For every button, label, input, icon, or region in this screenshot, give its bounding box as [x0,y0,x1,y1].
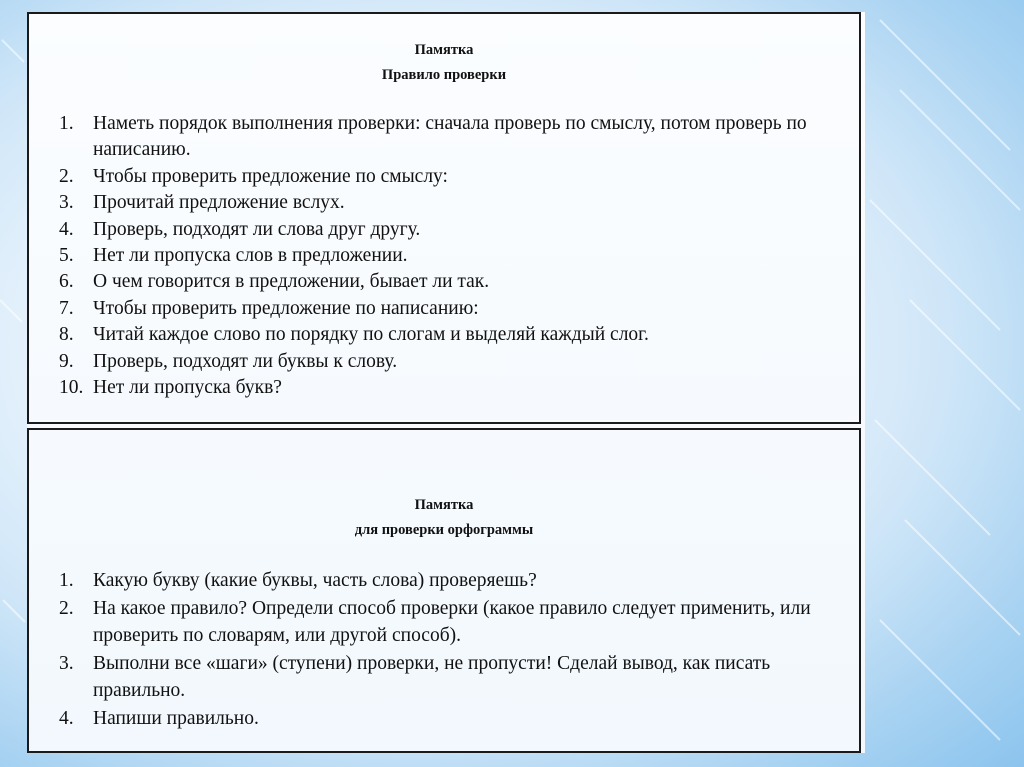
memo-check-title: Памятка [414,42,474,58]
list-item [59,243,839,269]
list-item [59,705,839,733]
list-item-text: Проверь, подходят ли слова друг другу. [93,218,421,240]
list-item [59,375,839,401]
list-item-text: Выполни все «шаги» (ступени) проверки, не пропусти! Сделай вывод, как писать правильно. [93,652,771,701]
list-item-number: 1. [59,113,74,134]
memo-check-card [27,12,861,424]
list-item [59,269,839,295]
memo-orthogram-title: Памятка [414,497,474,513]
list-item-text: На какое правило? Определи способ проверки (какое правило следует применить, или проверить по словарям, или другой способ). [93,597,811,646]
memo-orthogram-heading [29,493,859,543]
memo-check-subtitle: Правило проверки [381,67,507,83]
list-item [59,567,839,595]
list-item-text: Какую букву (какие буквы, часть слова) проверяешь? [93,570,537,591]
memo-orthogram-subtitle: для проверки орфограммы [354,522,534,538]
list-item-number: 4. [59,218,74,240]
list-item-text: Нет ли пропуска слов в предложении. [93,245,408,267]
list-item [59,296,839,322]
list-item [59,349,839,375]
list-item-text: Чтобы проверить предложение по написанию: [93,297,479,319]
list-item-number: 6. [59,271,74,293]
list-item-number: 8. [59,324,74,346]
list-item [59,217,839,243]
list-item [59,322,839,348]
list-item-text: Прочитай предложение вслух. [93,192,345,214]
memo-check-heading [29,38,859,88]
list-item [59,111,839,164]
list-item-number: 5. [59,245,74,267]
list-item-number: 7. [59,297,74,319]
memo-check-list [59,111,839,401]
list-item-text: Напиши правильно. [93,707,259,729]
list-item-number: 2. [59,597,74,619]
list-item [59,650,839,705]
list-item-text: Чтобы проверить предложение по смыслу: [93,165,448,187]
list-item-text: Читай каждое слово по порядку по слогам и выделяй каждый слог. [93,324,649,346]
list-item-number: 2. [59,165,74,187]
list-item-number: 1. [59,570,74,591]
memo-sheet [27,12,865,753]
list-item-number: 10. [59,377,84,399]
list-item-number: 4. [59,707,74,729]
list-item-number: 9. [59,350,74,372]
list-item [59,595,839,650]
memo-orthogram-card [27,428,861,753]
list-item-number: 3. [59,652,74,674]
list-item-text: О чем говорится в предложении, бывает ли так. [93,271,490,293]
memo-orthogram-list [59,567,839,732]
list-item [59,164,839,190]
list-item [59,190,839,216]
list-item-text: Наметь порядок выполнения проверки: сначала проверь по смыслу, потом проверь по написанию. [93,113,807,161]
list-item-text: Проверь, подходят ли буквы к слову. [93,350,398,372]
list-item-text: Нет ли пропуска букв? [93,377,282,399]
list-item-number: 3. [59,192,74,214]
